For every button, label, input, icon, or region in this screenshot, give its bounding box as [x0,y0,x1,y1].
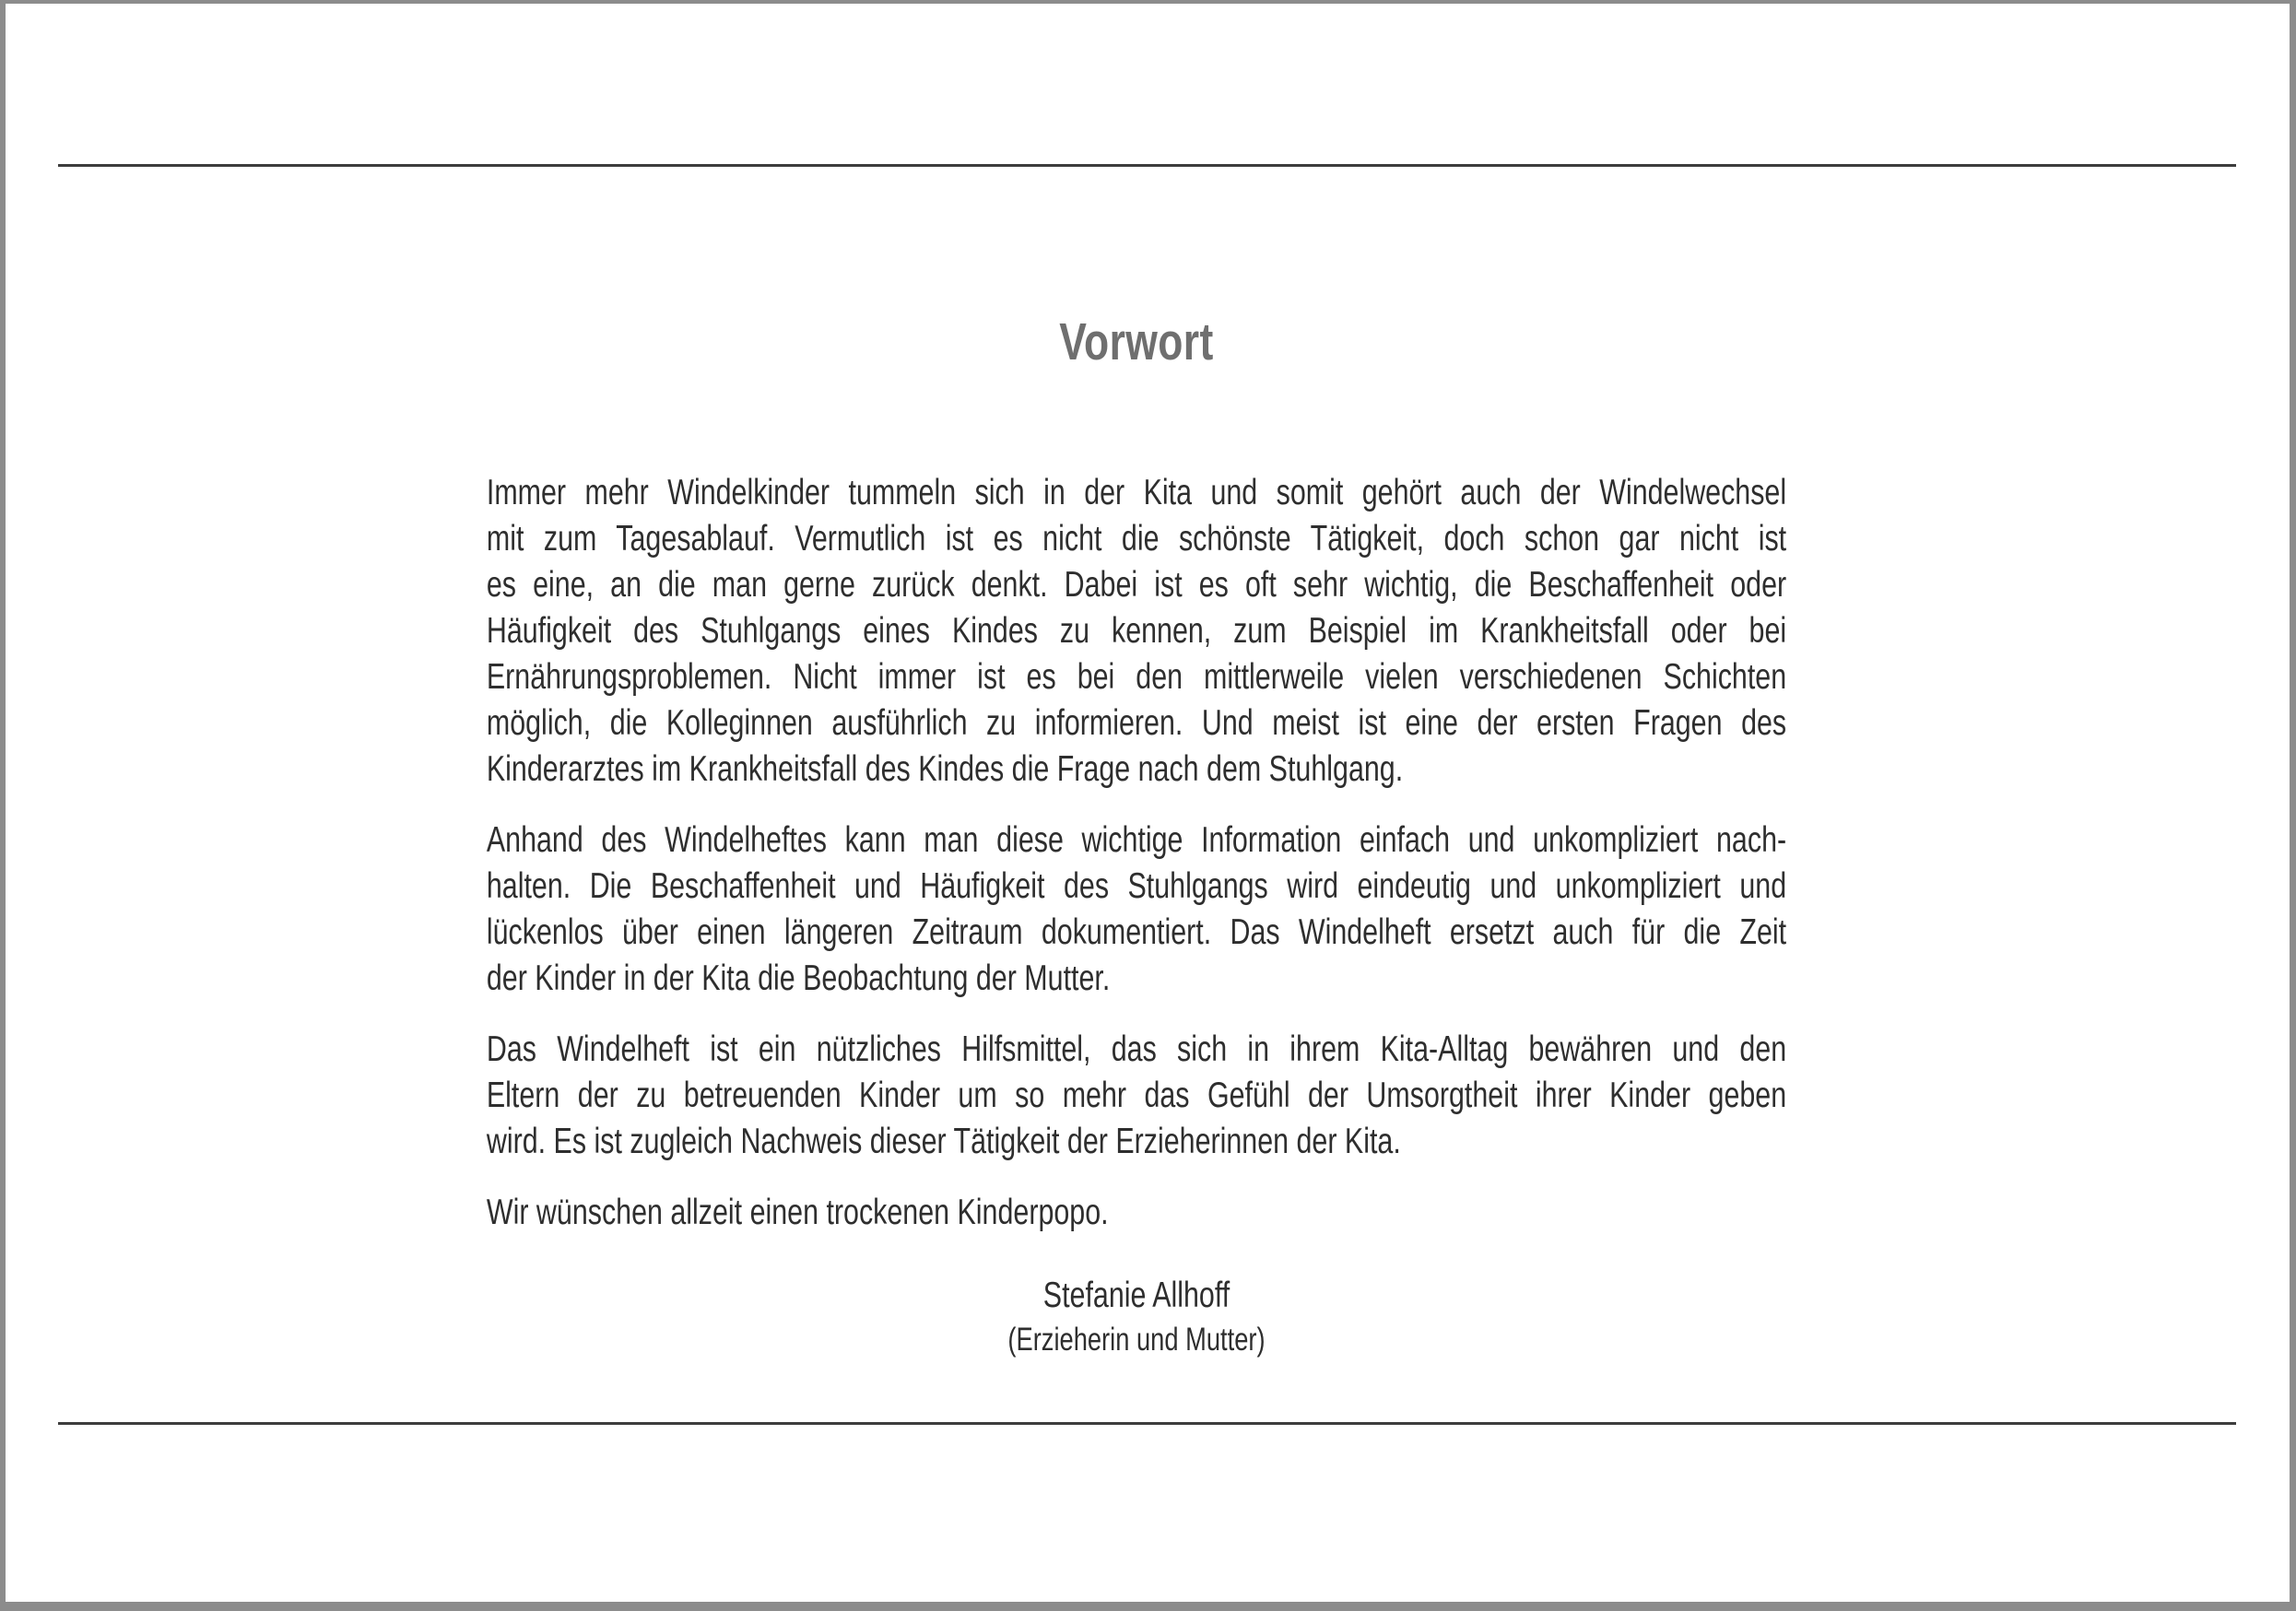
text-line: möglich, die Kolleginnen ausführlich zu informieren. Und meist ist eine der ersten Fragen des [486,703,1787,743]
top-rule [58,164,2236,167]
text-line: der Kinder in der Kita die Beobachtung der Mutter. [486,958,1111,998]
text-line: lückenlos über einen längeren Zeitraum dokumentiert. Das Windelheft ersetzt auch für die Zeit [486,912,1787,952]
text-line: Immer mehr Windelkinder tummeln sich in der Kita und somit gehört auch der Windelwechsel [486,473,1787,512]
text-line: mit zum Tagesablauf. Vermutlich ist es nicht die schönste Tätigkeit, doch schon gar nicht ist [486,519,1787,559]
paragraph [487,470,1786,793]
bottom-rule [58,1422,2236,1425]
text-line: Eltern der zu betreuenden Kinder um so mehr das Gefühl der Umsorgtheit ihrer Kinder geben [486,1076,1787,1115]
text-line: Anhand des Windelheftes kann man diese wichtige Information einfach und unkompliziert nach- [486,820,1787,860]
text-line: halten. Die Beschaffenheit und Häufigkeit des Stuhlgangs wird eindeutig und unkompliziert und [486,866,1787,906]
paragraph [487,1190,1786,1236]
paragraph [487,817,1786,1002]
text-line: Das Windelheft ist ein nützliches Hilfsmittel, das sich in ihrem Kita-Alltag bewähren und den [486,1029,1787,1069]
text-line: Kinderarztes im Krankheitsfall des Kindes die Frage nach dem Stuhlgang. [486,749,1404,789]
text-line: Ernährungsproblemen. Nicht immer ist es bei den mittlerweile vielen verschiedenen Schichten [486,657,1787,697]
signature-block [487,1273,1786,1361]
signature-role: (Erzieherin und Mutter) [1007,1322,1266,1358]
preface-body [487,470,1786,1236]
text-line: wird. Es ist zugleich Nachweis dieser Tätigkeit der Erzieherinnen der Kita. [486,1122,1401,1161]
text-line: es eine, an die man gerne zurück denkt. Dabei ist es oft sehr wichtig, die Beschaffenheit oder [486,565,1787,605]
text-line: Häufigkeit des Stuhlgangs eines Kindes zu kennen, zum Beispiel im Krankheitsfall oder bei [486,611,1787,651]
text-line: Wir wünschen allzeit einen trockenen Kinderpopo. [486,1193,1109,1232]
signature-name: Stefanie Allhoff [1042,1276,1230,1315]
page-title: Vorwort [1059,312,1214,371]
preface-content [487,314,1786,1361]
paragraph [487,1027,1786,1165]
